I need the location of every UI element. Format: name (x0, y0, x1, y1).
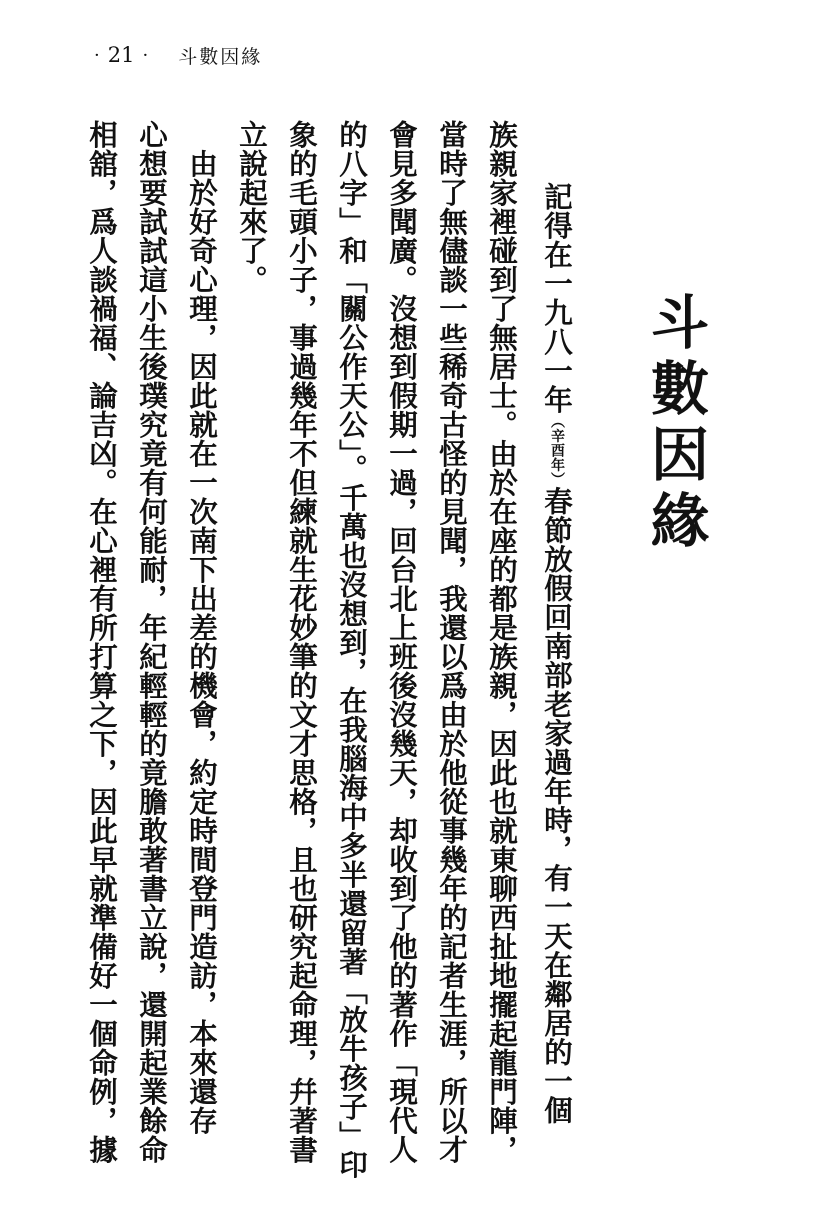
running-title: 斗數因緣 (178, 45, 263, 68)
text-column-8: 由於好奇心理，因此就在一次南下出差的機會，約定時間登門造訪，本來還存 (185, 120, 219, 1135)
text-column-6: 象的毛頭小子，事過幾年不但練就生花妙筆的文才思格，且也研究起命理，幷著書 (285, 120, 319, 1164)
column-1-note: （辛酉年） (549, 414, 565, 487)
text-column-10: 相舘，爲人談禍福、論吉凶。在心裡有所打算之下，因此早就準備好一個命例，據 (85, 120, 119, 1164)
chapter-title: 斗數因緣 (641, 292, 709, 556)
text-column-2: 族親家裡碰到了無居士。由於在座的都是族親，因此也就東聊西扯地擺起龍門陣， (485, 120, 519, 1164)
bullet-left: · (94, 44, 100, 66)
column-1-text: 記得在一九八一年 (540, 182, 574, 414)
text-column-1 (540, 182, 574, 1125)
text-column-7: 立說起來了。 (235, 120, 269, 294)
bullet-right: · (142, 44, 149, 66)
page-number: 21 (107, 43, 135, 67)
column-1-rest: 春節放假回南部老家過年時，有一天在鄰居的一個 (540, 486, 574, 1125)
text-column-9: 心想要試試這小生後璞究竟有何能耐，年紀輕輕的竟膽敢著書立說，還開起業餘命 (135, 120, 169, 1164)
text-column-5: 的八字」和「關公作天公」。千萬也沒想到，在我腦海中多半還留著「放牛孩子」印 (335, 120, 369, 1179)
text-column-4: 會見多聞廣。沒想到假期一過，回台北上班後沒幾天，却收到了他的著作「現代人 (385, 120, 419, 1164)
page-header (86, 40, 262, 70)
text-column-3: 當時了無儘談一些稀奇古怪的見聞，我還以爲由於他從事幾年的記者生涯，所以才 (435, 120, 469, 1164)
